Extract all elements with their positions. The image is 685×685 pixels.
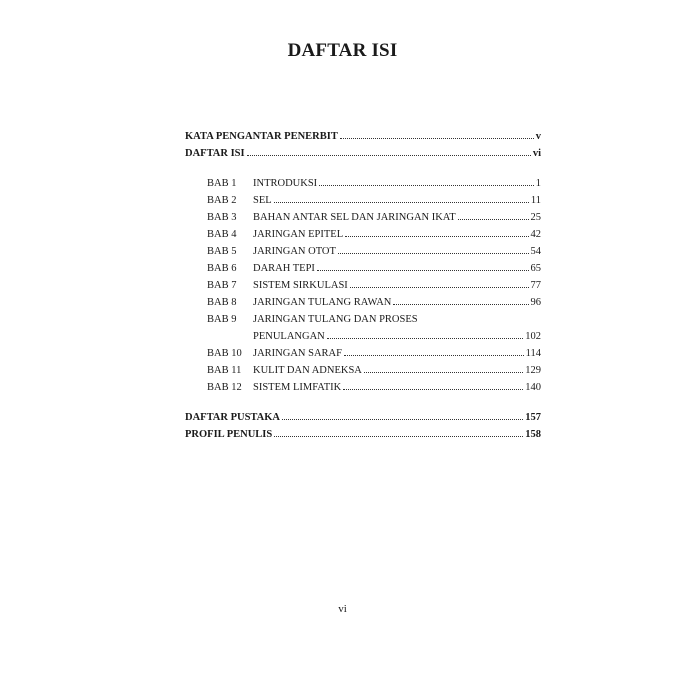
- chapter-title: JARINGAN EPITEL: [253, 229, 344, 240]
- chapter-title-line: [253, 311, 541, 328]
- dot-leader: [350, 287, 529, 288]
- page-title: DAFTAR ISI: [287, 40, 398, 61]
- chapter-body: [253, 362, 541, 379]
- chapter-title: DARAH TEPI: [253, 263, 315, 274]
- chapter-title: SEL: [253, 195, 272, 206]
- chapter-page: 65: [530, 263, 541, 274]
- toc-entry-page: v: [535, 131, 541, 142]
- dot-leader: [319, 185, 534, 186]
- chapter-body: [253, 192, 541, 209]
- dot-leader: [345, 236, 528, 237]
- dot-leader: [317, 270, 529, 271]
- dot-leader: [364, 372, 523, 373]
- toc-entry-label: DAFTAR ISI: [185, 148, 245, 159]
- chapter-body: [253, 379, 541, 396]
- toc-chapter-entry: [185, 260, 541, 277]
- chapter-title-line: [253, 345, 541, 362]
- toc-entry-page: vi: [532, 148, 541, 159]
- chapter-page: 25: [530, 212, 541, 223]
- chapter-number: BAB 6: [207, 263, 237, 274]
- chapter-title: SISTEM SIRKULASI: [253, 280, 348, 291]
- toc-chapter-entry: [185, 192, 541, 209]
- chapter-body: [253, 311, 541, 345]
- toc-entry-profil-penulis: [185, 426, 541, 443]
- chapter-title: INTRODUKSI: [253, 178, 318, 189]
- chapter-title-line: [253, 362, 541, 379]
- chapter-title-line: [253, 226, 541, 243]
- chapter-number: BAB 2: [207, 195, 237, 206]
- chapter-number: BAB 9: [207, 314, 237, 325]
- page-number: vi: [338, 603, 347, 615]
- dot-leader: [327, 338, 524, 339]
- chapter-number: BAB 10: [207, 348, 242, 359]
- chapter-page: 114: [525, 348, 541, 359]
- chapter-body: [253, 294, 541, 311]
- dot-leader: [247, 155, 531, 156]
- chapter-title: JARINGAN OTOT: [253, 246, 336, 257]
- chapter-body: [253, 345, 541, 362]
- chapter-list: [185, 175, 541, 396]
- chapter-title-line: [253, 209, 541, 226]
- chapter-title: JARINGAN TULANG RAWAN: [253, 297, 392, 308]
- chapter-page: 54: [530, 246, 541, 257]
- chapter-title: SISTEM LIMFATIK: [253, 382, 342, 393]
- chapter-body: [253, 243, 541, 260]
- toc-entry-daftar-pustaka: [185, 409, 541, 426]
- dot-leader: [458, 219, 529, 220]
- chapter-number: BAB 8: [207, 297, 237, 308]
- toc-entry-label: KATA PENGANTAR PENERBIT: [185, 131, 338, 142]
- chapter-page: 140: [525, 382, 541, 393]
- toc-chapter-entry: [185, 294, 541, 311]
- toc-entry-page: 157: [525, 412, 541, 423]
- chapter-number: BAB 5: [207, 246, 237, 257]
- dot-leader: [282, 419, 523, 420]
- spacer: [185, 396, 541, 409]
- chapter-page: 102: [525, 331, 541, 342]
- chapter-title: BAHAN ANTAR SEL DAN JARINGAN IKAT: [253, 212, 456, 223]
- chapter-title: JARINGAN TULANG DAN PROSES: [253, 314, 418, 325]
- chapter-title-line: [253, 243, 541, 260]
- chapter-number: BAB 3: [207, 212, 237, 223]
- toc-chapter-entry: [185, 362, 541, 379]
- chapter-body: [253, 209, 541, 226]
- toc-chapter-entry: [185, 226, 541, 243]
- chapter-title-line: [253, 328, 541, 345]
- chapter-title-line: [253, 260, 541, 277]
- chapter-page: 96: [530, 297, 541, 308]
- spacer: [185, 162, 541, 175]
- toc-chapter-entry: [185, 243, 541, 260]
- toc-chapter-entry: [185, 277, 541, 294]
- chapter-number: BAB 7: [207, 280, 237, 291]
- chapter-title: PENULANGAN: [253, 331, 325, 342]
- chapter-page: 1: [535, 178, 541, 189]
- toc-chapter-entry: [185, 209, 541, 226]
- chapter-title-line: [253, 192, 541, 209]
- chapter-title: JARINGAN SARAF: [253, 348, 342, 359]
- dot-leader: [343, 389, 523, 390]
- chapter-page: 77: [530, 280, 541, 291]
- dot-leader: [344, 355, 524, 356]
- chapter-title: KULIT DAN ADNEKSA: [253, 365, 362, 376]
- toc-chapter-entry: [185, 379, 541, 396]
- chapter-page: 42: [530, 229, 541, 240]
- toc-entry-page: 158: [525, 429, 541, 440]
- chapter-number: BAB 1: [207, 178, 237, 189]
- dot-leader: [393, 304, 528, 305]
- chapter-number: BAB 11: [207, 365, 242, 376]
- chapter-body: [253, 226, 541, 243]
- toc-chapter-entry: [185, 345, 541, 362]
- dot-leader: [340, 138, 534, 139]
- dot-leader: [274, 436, 523, 437]
- toc-chapter-entry: [185, 311, 541, 345]
- chapter-number: BAB 4: [207, 229, 237, 240]
- dot-leader: [338, 253, 529, 254]
- chapter-title-line: [253, 379, 541, 396]
- toc-chapter-entry: [185, 175, 541, 192]
- chapter-body: [253, 175, 541, 192]
- chapter-page: 129: [525, 365, 541, 376]
- chapter-title-line: [253, 294, 541, 311]
- table-of-contents: [185, 128, 541, 443]
- chapter-body: [253, 277, 541, 294]
- toc-entry-kata-pengantar: [185, 128, 541, 145]
- chapter-page: 11: [530, 195, 541, 206]
- toc-entry-label: PROFIL PENULIS: [185, 429, 273, 440]
- chapter-title-line: [253, 277, 541, 294]
- toc-entry-label: DAFTAR PUSTAKA: [185, 412, 280, 423]
- dot-leader: [274, 202, 529, 203]
- chapter-number: BAB 12: [207, 382, 242, 393]
- toc-entry-daftar-isi: [185, 145, 541, 162]
- chapter-title-line: [253, 175, 541, 192]
- chapter-body: [253, 260, 541, 277]
